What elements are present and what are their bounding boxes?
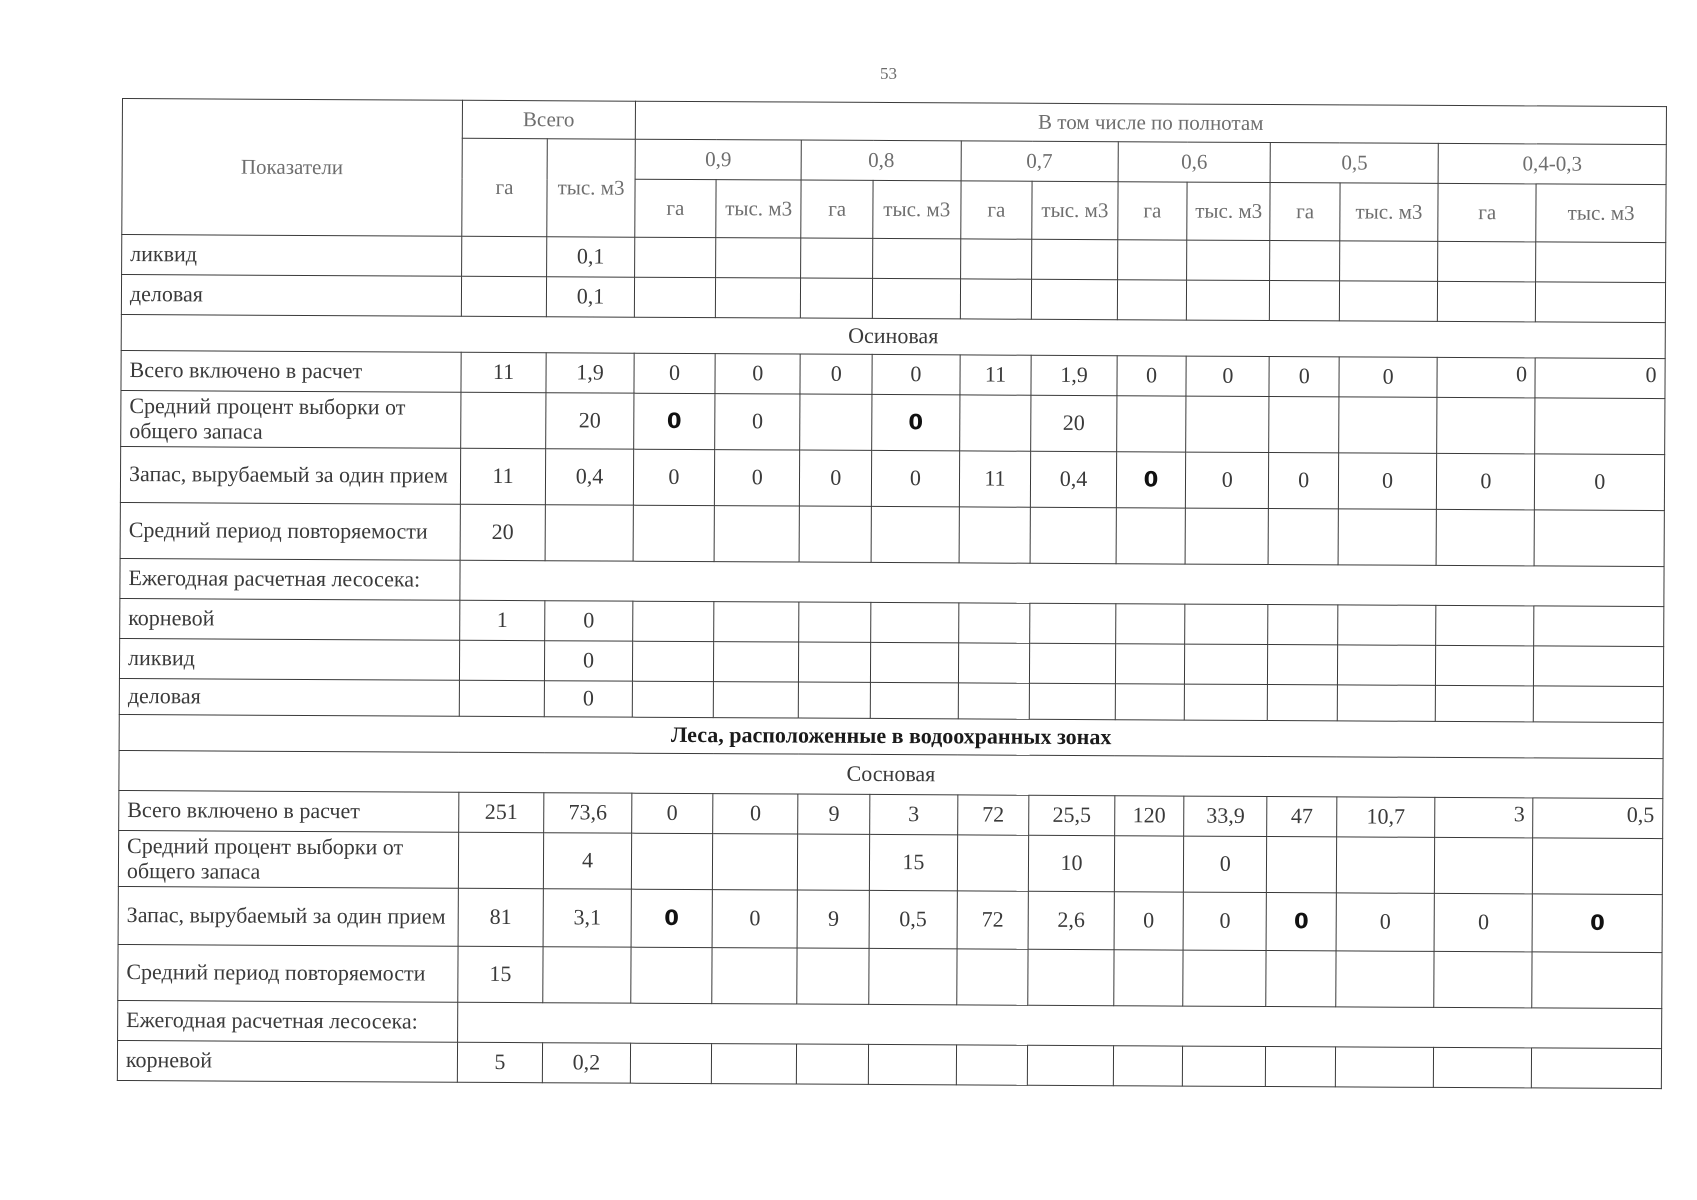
table-cell: 0,4	[1031, 451, 1117, 507]
header-unit-volume: тыс. м3	[1187, 182, 1271, 240]
table-row	[117, 1040, 1661, 1088]
table-cell: 0	[872, 354, 960, 394]
table-cell: 120	[1114, 796, 1184, 836]
header-unit-ha: га	[960, 181, 1032, 239]
header-unit-ha: га	[635, 179, 716, 237]
table-cell: 0,5	[1533, 798, 1663, 839]
table-row	[118, 830, 1662, 894]
table-row	[118, 944, 1662, 1008]
row-label: Средний период повторяемости	[120, 502, 460, 560]
table-cell	[872, 394, 960, 450]
table-cell: 9	[798, 890, 870, 948]
table-cell: 15	[458, 946, 544, 1002]
bold-value: 0	[1590, 910, 1605, 935]
table-cell: 11	[960, 355, 1032, 395]
forest-table-sheet	[117, 98, 1667, 1089]
table-row	[118, 886, 1662, 952]
header-density-0-7: 0,7	[961, 141, 1118, 182]
table-cell: 0	[1338, 453, 1437, 510]
table-cell	[1267, 893, 1337, 951]
row-label: Запас, вырубаемый за один прием	[120, 446, 460, 504]
header-density-0-4-0-3: 0,4-0,3	[1438, 143, 1666, 184]
table-cell	[633, 393, 714, 449]
table-cell: 25,5	[1029, 795, 1115, 835]
table-cell: 0	[1114, 892, 1184, 950]
table-cell: 10	[1029, 835, 1115, 891]
table-cell: 47	[1267, 797, 1337, 837]
table-cell: 0	[545, 601, 633, 641]
table-cell: 11	[461, 352, 547, 392]
row-label: деловая	[119, 678, 459, 716]
table-cell: 0,2	[543, 1043, 631, 1083]
row-label: Средний процент выборки от общего запаса	[118, 830, 458, 888]
row-label: ликвид	[119, 638, 459, 680]
header-density-0-9: 0,9	[635, 139, 802, 180]
header-unit-ha: га	[1117, 182, 1187, 240]
bold-value: 0	[1143, 467, 1159, 492]
table-cell: 0	[1535, 358, 1665, 399]
header-unit-volume: тыс. м3	[873, 180, 961, 238]
table-cell: 0	[545, 641, 633, 681]
table-cell: 3	[870, 794, 958, 834]
table-cell: 11	[460, 448, 546, 504]
header-density-0-5: 0,5	[1271, 143, 1439, 184]
table-cell: 5	[457, 1042, 543, 1082]
table-cell: 2,6	[1028, 891, 1114, 949]
header-unit-volume: тыс. м3	[1340, 183, 1439, 242]
table-cell: 0	[800, 354, 872, 394]
row-label: ликвид	[122, 235, 462, 277]
table-cell: 0,4	[546, 449, 634, 505]
header-indicators: Показатели	[122, 99, 462, 237]
header-row-1	[122, 99, 1666, 145]
table-cell: 0	[1269, 453, 1339, 509]
header-unit-volume: тыс. м3	[1032, 181, 1118, 239]
table-cell: 72	[957, 891, 1029, 949]
row-label: корневой	[120, 598, 460, 640]
table-cell: 0	[714, 450, 800, 506]
table-cell: 0	[871, 450, 959, 506]
table-cell	[1533, 894, 1663, 953]
section-title: Леса, расположенные в водоохранных зонах	[119, 714, 1663, 758]
row-label: деловая	[121, 275, 461, 317]
row-label: Ежегодная расчетная лесосека:	[120, 558, 460, 600]
table-cell: 11	[959, 451, 1031, 507]
table-cell: 0	[800, 450, 872, 506]
table-cell: 0	[1434, 893, 1533, 952]
table-cell	[458, 832, 544, 888]
forest-calculation-table	[117, 98, 1667, 1089]
table-cell: 20	[460, 504, 546, 560]
table-row	[120, 446, 1664, 510]
table-cell: 0,1	[547, 277, 635, 317]
header-unit-volume: тыс. м3	[1536, 184, 1666, 243]
table-cell	[800, 394, 872, 450]
table-cell	[631, 889, 712, 947]
header-unit-ha: га	[801, 180, 873, 238]
table-cell: 72	[957, 795, 1029, 835]
row-label: корневой	[117, 1040, 457, 1082]
section-title: Сосновая	[119, 750, 1663, 798]
table-cell: 3	[1435, 797, 1533, 838]
table-cell: 81	[458, 888, 544, 946]
table-cell: 15	[869, 834, 957, 890]
header-total-ha: га	[462, 138, 548, 236]
table-cell: 0	[1437, 453, 1536, 510]
table-cell: 0	[713, 794, 799, 834]
table-cell: 0	[1437, 357, 1535, 398]
table-cell: 0	[631, 793, 712, 833]
table-cell: 0	[1117, 356, 1187, 396]
table-cell: 10,7	[1337, 797, 1435, 838]
page-number: 53	[880, 64, 897, 83]
table-cell: 33,9	[1184, 796, 1268, 836]
table-row	[121, 390, 1665, 454]
header-by-density: В том числе по полнотам	[635, 101, 1666, 144]
bold-value: 0	[666, 409, 682, 434]
header-density-0-8: 0,8	[802, 140, 961, 181]
bold-value: 0	[1294, 909, 1309, 934]
row-label: Всего включено в расчет	[121, 350, 461, 392]
table-cell: 0	[1186, 356, 1270, 396]
header-density-0-6: 0,6	[1118, 142, 1271, 183]
table-cell: 0	[715, 354, 801, 394]
bold-value: 0	[664, 906, 680, 931]
bold-value: 0	[908, 410, 924, 435]
table-cell	[959, 395, 1031, 451]
section-title: Осиновая	[121, 314, 1665, 358]
table-row	[120, 502, 1664, 566]
table-cell: 0	[1186, 452, 1270, 508]
row-label: Всего включено в расчет	[119, 790, 459, 832]
table-cell: 3,1	[543, 889, 631, 947]
table-cell: 0,1	[547, 237, 635, 277]
table-cell: 0	[1339, 357, 1437, 398]
row-label: Средний период повторяемости	[118, 944, 458, 1002]
table-cell: 0	[1184, 836, 1268, 892]
table-cell: 0	[1269, 357, 1339, 397]
table-cell: 0	[712, 890, 798, 948]
table-cell: 4	[544, 833, 632, 889]
table-cell: 9	[798, 794, 870, 834]
table-cell: 1,9	[1031, 355, 1117, 395]
table-cell: 0,5	[869, 890, 957, 948]
table-cell: 0	[544, 681, 632, 717]
row-label: Средний процент выборки от общего запаса	[121, 390, 461, 448]
table-cell	[460, 392, 546, 448]
table-cell	[1116, 452, 1186, 508]
header-unit-ha: га	[1270, 183, 1340, 241]
row-label: Запас, вырубаемый за один прием	[118, 886, 458, 946]
table-cell: 20	[1031, 395, 1117, 451]
table-cell: 0	[1336, 893, 1435, 952]
table-cell: 1	[459, 600, 545, 640]
table-cell: 1,9	[546, 353, 634, 393]
table-cell: 73,6	[544, 793, 632, 833]
header-total: Всего	[462, 100, 635, 139]
table-cell: 0	[634, 353, 715, 393]
table-cell: 0	[715, 394, 801, 450]
header-total-volume: тыс. м3	[547, 139, 635, 237]
table-cell: 251	[458, 792, 544, 832]
header-unit-volume: тыс. м3	[716, 180, 802, 238]
table-cell: 0	[1535, 454, 1665, 511]
row-label: Ежегодная расчетная лесосека:	[118, 1000, 458, 1042]
table-cell: 20	[546, 393, 634, 449]
header-unit-ha: га	[1438, 183, 1537, 242]
table-cell: 0	[1183, 892, 1267, 950]
table-cell: 0	[633, 449, 714, 505]
